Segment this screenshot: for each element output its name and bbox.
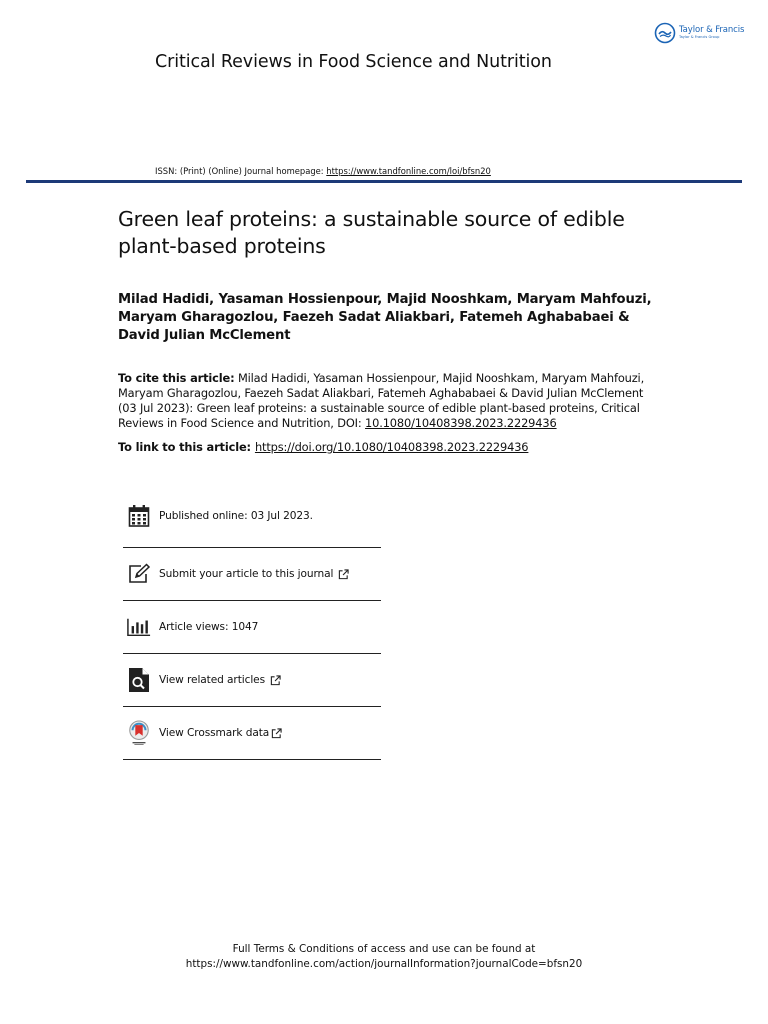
bar-chart-icon [127,614,151,640]
article-link-label: To link to this article: [118,440,251,454]
crossmark-link[interactable]: View Crossmark data [159,727,270,739]
header-rule [26,180,742,183]
related-articles-link[interactable]: View related articles [159,674,265,686]
document-search-icon [127,667,151,693]
publisher-tagline: Taylor & Francis Group [679,34,720,39]
submit-article-link[interactable]: Submit your article to this journal [159,568,334,580]
publisher-logo-text [679,26,744,39]
related-articles-row[interactable] [123,654,381,707]
issn-text: ISSN: (Print) (Online) Journal homepage: [155,166,327,176]
article-link-url[interactable]: https://doi.org/10.1080/10408398.2023.2229436 [254,440,529,454]
article-views-row [123,601,381,654]
footer-terms [0,942,768,972]
citation-block [118,371,663,431]
crossmark-row[interactable] [123,707,381,760]
external-link-icon [271,728,282,739]
taylor-francis-logo-icon [654,22,676,44]
article-link-line [118,440,528,454]
journal-title: Critical Reviews in Food Science and Nutrition [155,52,552,72]
publisher-name: Taylor & Francis [679,25,745,36]
issn-line [155,166,491,176]
external-link-icon [338,569,349,580]
published-online-text: Published online: 03 Jul 2023. [159,509,313,522]
crossmark-icon [127,720,151,746]
calendar-icon [127,503,151,529]
external-link-icon [270,675,281,686]
citation-text: Milad Hadidi, Yasaman Hossienpour, Majid Nooshkam, Maryam Mahfouzi, Maryam Gharagozlou, Faezeh Sadat Aliakbari, Fatemeh Aghababaei & David Julian McClement (03 Jul 2023): Green leaf proteins: a sustainable source of edible plant-based proteins, Critical Reviews in Food Science and Nutrition, DOI: [118,371,645,430]
citation-doi-link[interactable]: 10.1080/10408398.2023.2229436 [365,416,557,430]
footer-terms-link[interactable]: https://www.tandfonline.com/action/journalInformation?journalCode=bfsn20 [185,958,583,970]
citation-label: To cite this article: [118,371,235,385]
article-info-list [123,492,381,760]
article-views-text: Article views: 1047 [159,621,259,633]
article-title: Green leaf proteins: a sustainable source of edible plant-based proteins [118,207,625,258]
edit-icon [127,561,151,587]
footer-line-1: Full Terms & Conditions of access and use can be found at [232,943,536,955]
published-online-row [123,492,381,548]
journal-homepage-link[interactable]: https://www.tandfonline.com/loi/bfsn20 [326,166,491,176]
submit-article-row[interactable] [123,548,381,601]
article-authors: Milad Hadidi, Yasaman Hossienpour, Majid Nooshkam, Maryam Mahfouzi, Maryam Gharagozlou, Faezeh Sadat Aliakbari, Fatemeh Aghababaei & David Julian McClement [118,292,652,343]
publisher-logo[interactable] [654,22,744,44]
